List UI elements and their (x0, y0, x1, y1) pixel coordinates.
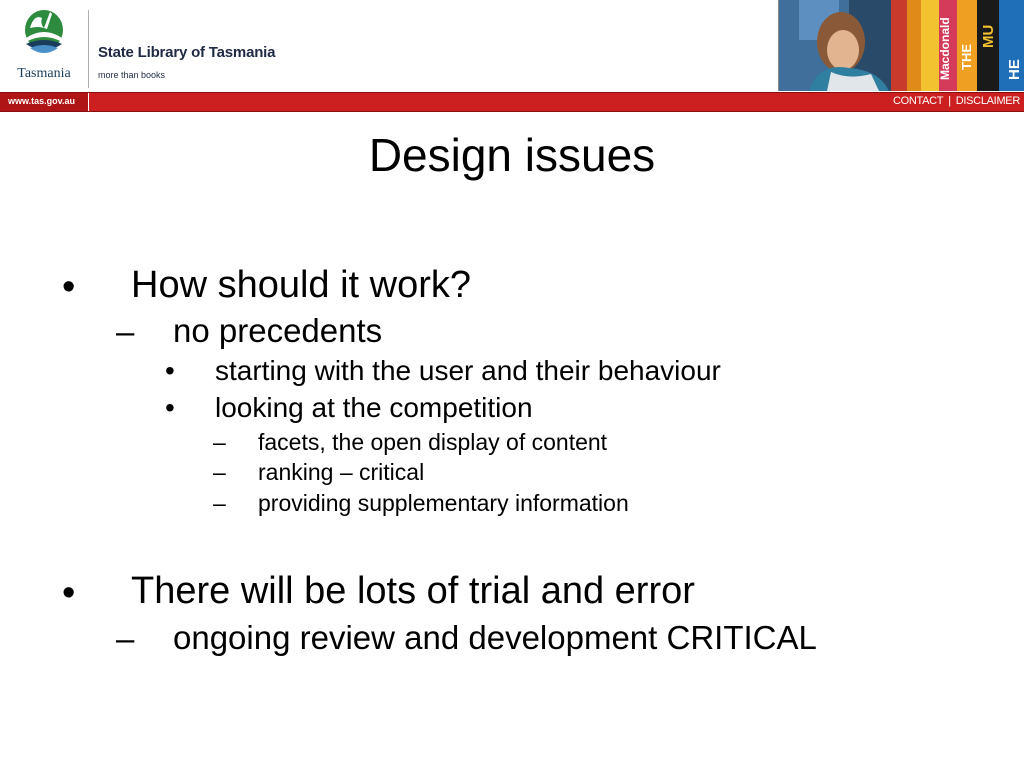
header-banner (0, 0, 1024, 112)
header-links (893, 95, 1020, 107)
logo-wordmark: Tasmania (17, 66, 71, 81)
tasmania-logo[interactable] (0, 0, 88, 91)
dash-marker: – (116, 620, 135, 657)
bullet-marker: • (165, 355, 175, 386)
dash-marker: – (213, 459, 226, 485)
detail-item: ranking – critical (258, 459, 425, 485)
dash-marker: – (213, 429, 226, 455)
detail-item: providing supplementary information (258, 490, 629, 516)
dash-marker: – (116, 313, 135, 350)
site-url-link[interactable]: www.tas.gov.au (8, 96, 76, 106)
bullet-item: There will be lots of trial and error (131, 570, 695, 612)
bullet-marker: • (165, 392, 175, 423)
sub-item: ongoing review and development CRITICAL (173, 619, 817, 656)
site-url-box[interactable] (0, 93, 89, 111)
header-divider (88, 10, 89, 88)
photo-spine-text: HE (1006, 59, 1023, 80)
bullet-marker: • (62, 266, 76, 308)
dash-marker: – (213, 490, 226, 516)
header-photo (778, 0, 1024, 91)
photo-spine-text: THE (959, 44, 974, 70)
tasmania-emblem-icon (20, 8, 68, 64)
slide-title: Design issues (368, 129, 656, 181)
contact-link[interactable]: CONTACT (892, 95, 944, 107)
header-red-bar (0, 92, 1024, 112)
bullet-marker: • (62, 572, 76, 614)
sub-sub-item: looking at the competition (215, 392, 533, 423)
photo-spine-text: Macdonald (938, 17, 952, 80)
sub-sub-item: starting with the user and their behaviour (215, 355, 721, 386)
brand-title: State Library of Tasmania (98, 44, 276, 61)
link-separator: | (948, 95, 951, 107)
brand-tagline: more than books (98, 70, 166, 80)
detail-item: facets, the open display of content (258, 429, 608, 455)
bullet-item: How should it work? (131, 264, 472, 306)
photo-spine-text: MU (980, 24, 997, 48)
sub-item: no precedents (173, 312, 383, 349)
disclaimer-link[interactable]: DISCLAIMER (955, 95, 1020, 107)
